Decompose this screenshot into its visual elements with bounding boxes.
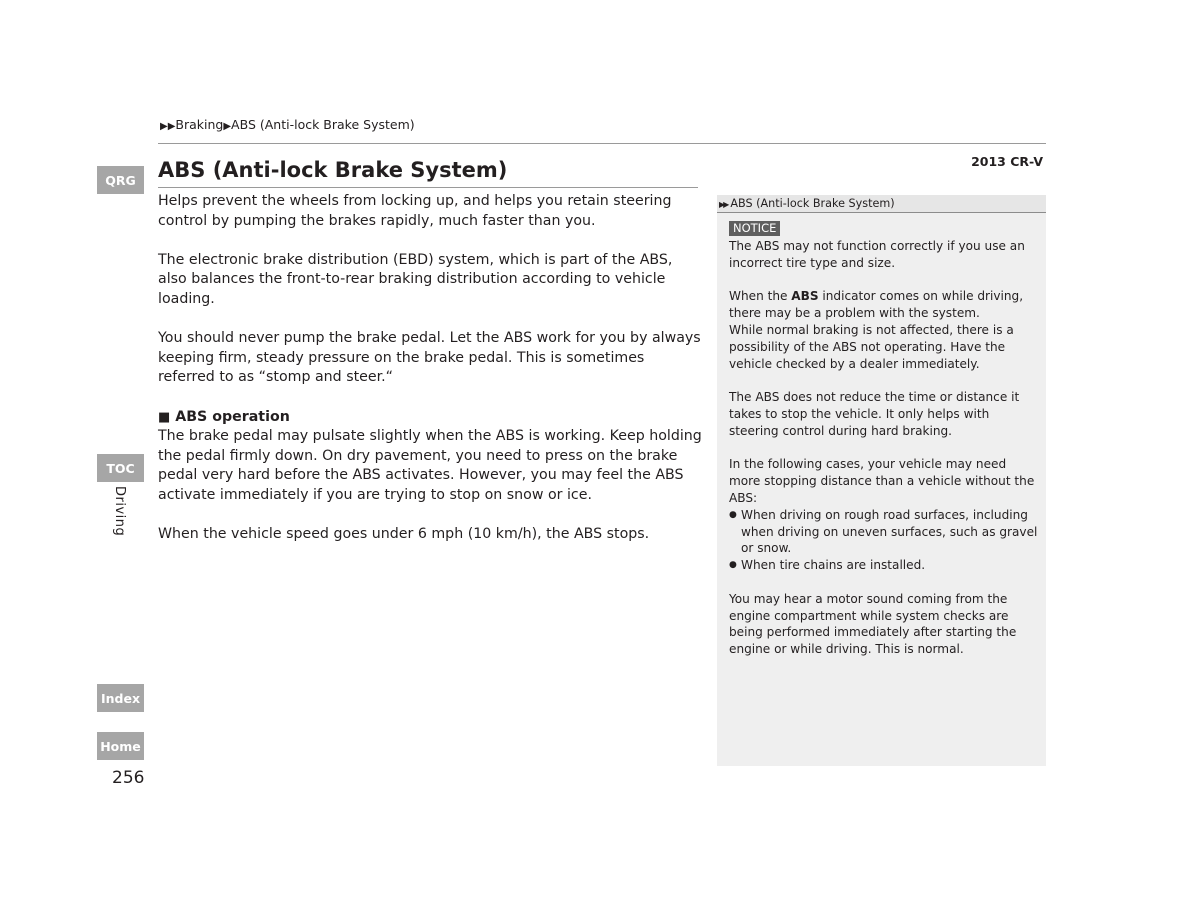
notice-text: The ABS may not function correctly if you use an incorrect tire type and size.: [729, 239, 1025, 270]
breadcrumb-parent-link[interactable]: Braking: [175, 117, 224, 132]
motor-sound-note: You may hear a motor sound coming from the engine compartment while system checks are being performed immediately after starting the engine or while driving. This is normal.: [729, 591, 1017, 657]
pump-paragraph: You should never pump the brake pedal. Let the ABS work for you by always keeping firm, steady pressure on the brake pedal. This is sometimes referred to as “stomp and steer.“: [158, 330, 701, 386]
home-tab[interactable]: Home: [97, 732, 144, 760]
breadcrumb-current: ABS (Anti-lock Brake System): [231, 117, 415, 132]
section-label: Driving: [112, 486, 127, 537]
speed-paragraph: When the vehicle speed goes under 6 mph (10 km/h), the ABS stops.: [158, 526, 650, 543]
abs-indicator-note: [729, 288, 1039, 322]
header-divider: [158, 143, 1046, 144]
abs-indicator-note-prefix: When the: [729, 289, 792, 304]
sidebar-body: [729, 238, 1039, 675]
model-label: 2013 CR-V: [971, 154, 1043, 169]
triangle-right-icon: ▶: [223, 121, 232, 132]
triangle-right-icon: ▶▶: [160, 121, 176, 132]
cases-list: [729, 507, 1039, 574]
square-bullet-icon: ■: [158, 409, 171, 425]
list-item: ● When tire chains are installed.: [729, 557, 1039, 574]
page-title: ABS (Anti-lock Brake System): [158, 158, 508, 182]
notice-badge: NOTICE: [729, 221, 780, 236]
cases-note: In the following cases, your vehicle may need more stopping distance than a vehicle without the ABS:: [729, 457, 1035, 505]
abs-indicator-name: ABS: [791, 289, 819, 304]
ebd-paragraph: The electronic brake distribution (EBD) system, which is part of the ABS, also balances the front-to-rear braking distribution according to vehicle loading.: [158, 251, 673, 307]
sidebar-heading: [717, 195, 1046, 213]
braking-note: While normal braking is not affected, there is a possibility of the ABS not operating. Have the vehicle checked by a dealer immediately.: [729, 322, 1014, 371]
intro-paragraph: Helps prevent the wheels from locking up, and helps you retain steering control by pumping the brakes rapidly, much faster than you.: [158, 193, 672, 229]
double-triangle-icon: ▶▶: [719, 200, 728, 209]
abs-indicator-note-suffix: indicator comes on while driving, there may be a problem with the system.: [729, 289, 1024, 321]
index-tab[interactable]: Index: [97, 684, 144, 712]
main-content: [158, 192, 703, 564]
title-divider: [158, 187, 698, 188]
breadcrumb: [160, 117, 415, 132]
list-item: ● When driving on rough road surfaces, including when driving on uneven surfaces, such as gravel or snow.: [729, 507, 1039, 557]
qrg-tab[interactable]: QRG: [97, 166, 144, 194]
abs-operation-heading-text: ABS operation: [175, 408, 290, 425]
sidebar-note-panel: [717, 195, 1046, 766]
page-number: 256: [112, 768, 145, 788]
distance-note: The ABS does not reduce the time or distance it takes to stop the vehicle. It only helps with steering control during hard braking.: [729, 390, 1020, 438]
operation-paragraph: The brake pedal may pulsate slightly when the ABS is working. Keep holding the pedal firmly down. On dry pavement, you need to press on the brake pedal very hard before the ABS activates. However, you may feel the ABS activate immediately if you are trying to stop on snow or ice.: [158, 428, 702, 503]
sidebar-heading-text: ABS (Anti-lock Brake System): [730, 197, 895, 210]
toc-tab[interactable]: TOC: [97, 454, 144, 482]
abs-operation-heading: [158, 408, 703, 428]
